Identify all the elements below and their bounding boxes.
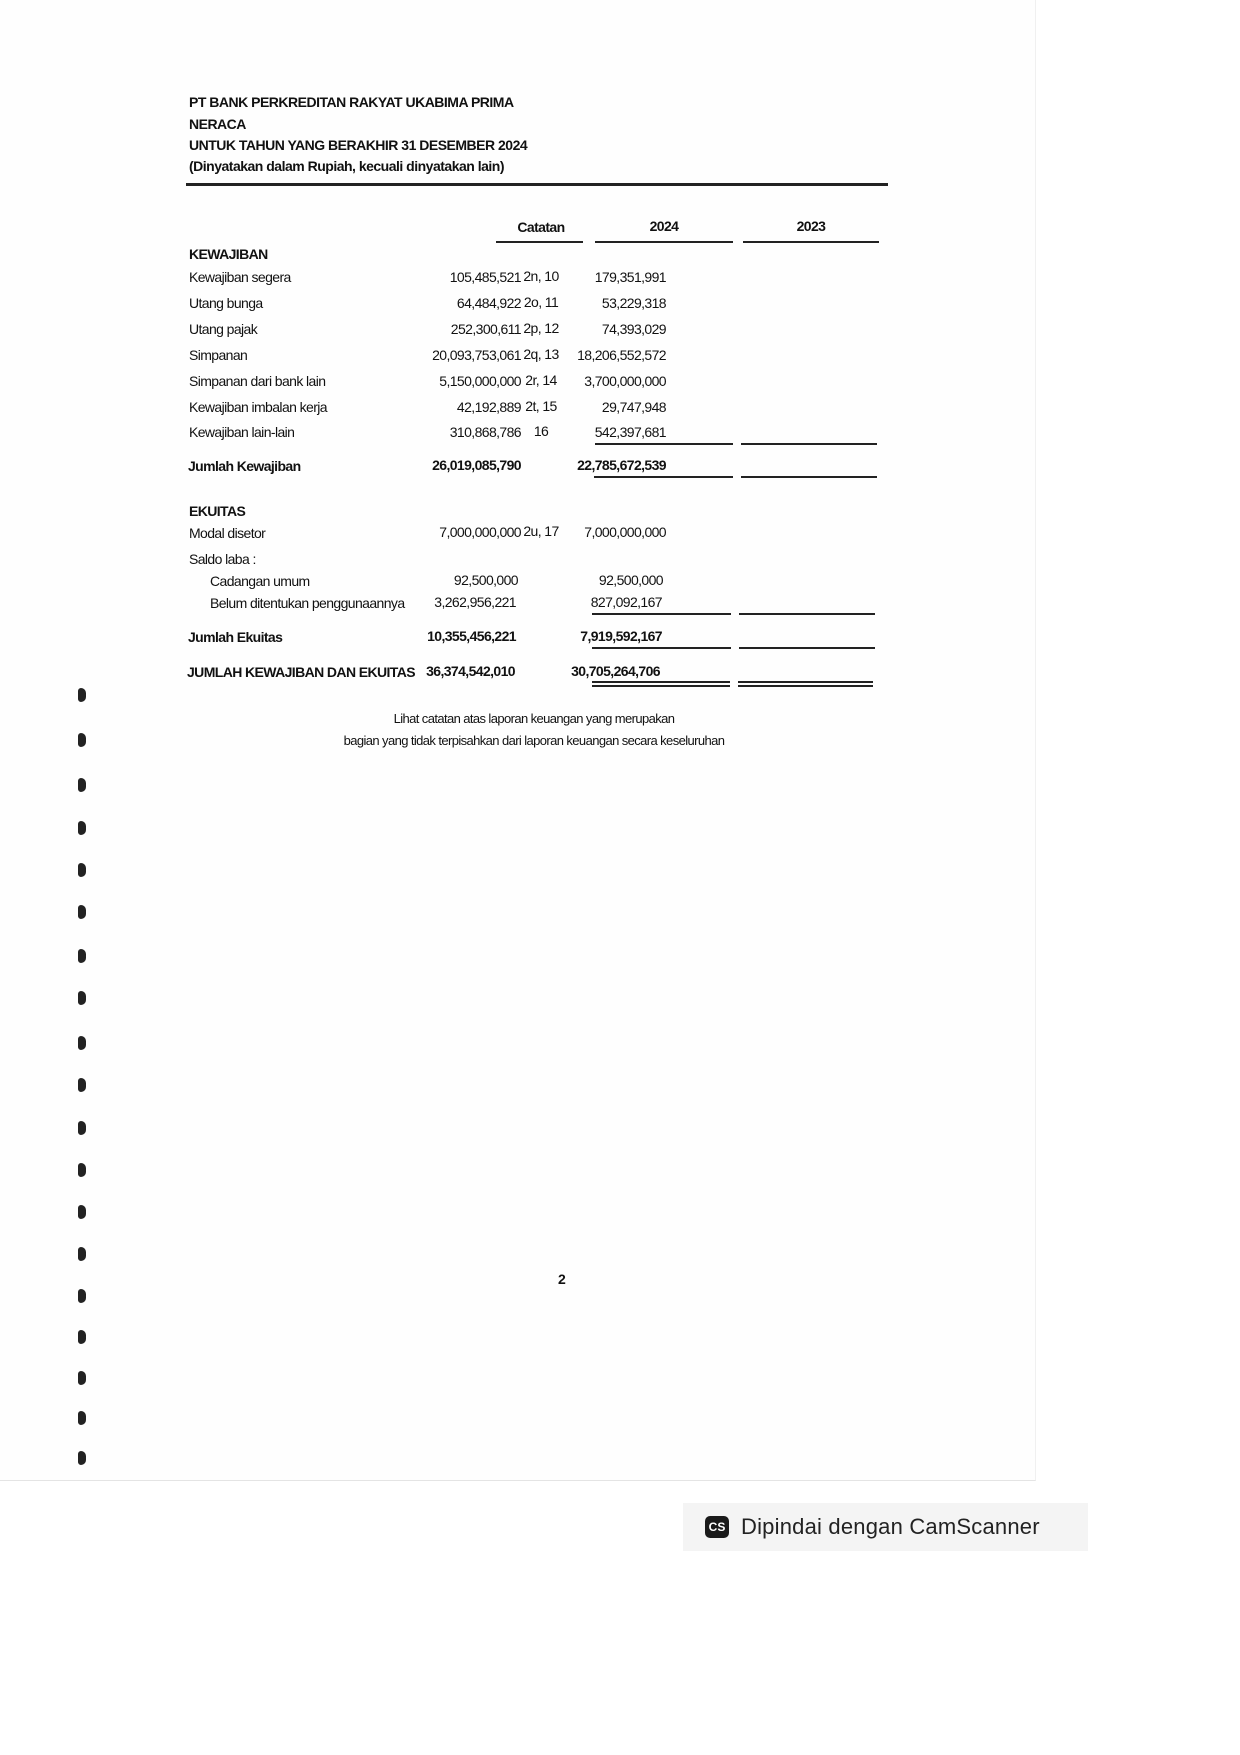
grand-total-2024: 36,374,542,010 (426, 663, 515, 679)
total-equity-2024: 10,355,456,221 (427, 628, 516, 644)
binder-hole-mark (78, 1330, 86, 1344)
row-2024: 5,150,000,000 (439, 373, 521, 389)
row-note: 16 (533, 423, 549, 439)
row-2023: 827,092,167 (590, 594, 662, 610)
total-equity-2023: 7,919,592,167 (580, 628, 662, 644)
row-2023: 7,000,000,000 (584, 524, 666, 540)
binder-hole-mark (78, 1451, 86, 1465)
rule (739, 647, 875, 649)
row-note: 2q, 13 (523, 346, 559, 362)
company-name: PT BANK PERKREDITAN RAKYAT UKABIMA PRIMA (189, 94, 514, 110)
rule (741, 476, 877, 478)
unit-note: (Dinyatakan dalam Rupiah, kecuali dinyatakan lain) (189, 158, 504, 174)
rule (739, 613, 875, 615)
rule (592, 613, 731, 615)
watermark-text: Dipindai dengan CamScanner (741, 1514, 1040, 1539)
row-2024: 3,262,956,221 (434, 594, 516, 610)
row-2023: 53,229,318 (601, 295, 666, 311)
col-2023-header: 2023 (796, 218, 826, 234)
row-2024: 92,500,000 (453, 572, 518, 588)
row-2024: 64,484,922 (456, 295, 521, 311)
row-note: 2p, 12 (523, 320, 559, 336)
rule (738, 681, 873, 683)
rule (592, 681, 730, 683)
row-note: 2u, 17 (523, 523, 559, 539)
row-2024: 7,000,000,000 (439, 524, 521, 540)
row-2024: 20,093,753,061 (432, 347, 521, 363)
col-note-header: Catatan (517, 219, 565, 235)
page-number: 2 (558, 1271, 566, 1287)
rule (594, 476, 733, 478)
binder-hole-mark (78, 1411, 86, 1425)
row-2023: 29,747,948 (601, 399, 666, 415)
row-2024: 105,485,521 (449, 269, 521, 285)
total-liabilities-2024: 26,019,085,790 (432, 457, 521, 473)
row-label: Kewajiban lain-lain (189, 424, 295, 440)
row-note: 2r, 14 (525, 372, 557, 388)
rule (592, 685, 730, 687)
section-equity: EKUITAS (189, 503, 246, 519)
row-2023: 74,393,029 (601, 321, 666, 337)
grand-total-2023: 30,705,264,706 (571, 663, 660, 679)
rule (592, 647, 731, 649)
binder-hole-mark (78, 778, 86, 792)
row-note: 2o, 11 (523, 294, 559, 310)
row-label: Cadangan umum (210, 573, 310, 589)
binder-hole-mark (78, 1289, 86, 1303)
binder-hole-mark (78, 688, 86, 702)
binder-hole-mark (78, 1121, 86, 1135)
row-2023: 92,500,000 (598, 572, 663, 588)
row-2024: 252,300,611 (450, 321, 521, 337)
binder-hole-mark (78, 1163, 86, 1177)
row-2023: 3,700,000,000 (584, 373, 666, 389)
rule (743, 241, 879, 243)
total-liabilities-label: Jumlah Kewajiban (188, 458, 301, 474)
row-2023: 18,206,552,572 (577, 347, 666, 363)
row-2023: 542,397,681 (594, 424, 666, 440)
binder-hole-mark (78, 991, 86, 1005)
grand-total-label: JUMLAH KEWAJIBAN DAN EKUITAS (187, 664, 415, 680)
camscanner-watermark (683, 1503, 1088, 1551)
retained-earnings-label: Saldo laba : (189, 551, 256, 567)
row-label: Simpanan dari bank lain (189, 373, 326, 389)
row-label: Utang bunga (189, 295, 263, 311)
row-label: Utang pajak (189, 321, 258, 337)
rule (595, 241, 733, 243)
row-note: 2t, 15 (525, 398, 557, 414)
row-label: Kewajiban imbalan kerja (189, 399, 327, 415)
row-2024: 310,868,786 (449, 424, 521, 440)
total-liabilities-2023: 22,785,672,539 (577, 457, 666, 473)
binder-hole-mark (78, 821, 86, 835)
rule (595, 443, 733, 445)
rule (496, 241, 583, 243)
binder-hole-mark (78, 863, 86, 877)
row-label: Simpanan (189, 347, 248, 363)
row-note: 2n, 10 (523, 268, 559, 284)
binder-hole-mark (78, 1205, 86, 1219)
binder-hole-mark (78, 905, 86, 919)
binder-hole-mark (78, 1078, 86, 1092)
period: UNTUK TAHUN YANG BERAKHIR 31 DESEMBER 2024 (189, 137, 528, 153)
row-2023: 179,351,991 (594, 269, 666, 285)
section-liabilities: KEWAJIBAN (189, 246, 268, 262)
total-equity-label: Jumlah Ekuitas (188, 629, 283, 645)
row-label: Belum ditentukan penggunaannya (210, 595, 405, 611)
header-rule (186, 183, 888, 186)
row-label: Kewajiban segera (189, 269, 291, 285)
footnote-line-2: bagian yang tidak terpisahkan dari laporan keuangan secara keseluruhan (343, 733, 725, 748)
rule (741, 443, 877, 445)
row-2024: 42,192,889 (456, 399, 521, 415)
binder-hole-mark (78, 1036, 86, 1050)
statement-title: NERACA (189, 116, 246, 132)
binder-hole-mark (78, 1371, 86, 1385)
camscanner-logo-icon: CS (705, 1516, 729, 1538)
binder-hole-mark (78, 733, 86, 747)
rule (738, 685, 873, 687)
row-label: Modal disetor (189, 525, 266, 541)
binder-hole-mark (78, 949, 86, 963)
footnote-line-1: Lihat catatan atas laporan keuangan yang merupakan (393, 711, 675, 726)
col-2024-header: 2024 (649, 218, 679, 234)
binder-hole-mark (78, 1247, 86, 1261)
